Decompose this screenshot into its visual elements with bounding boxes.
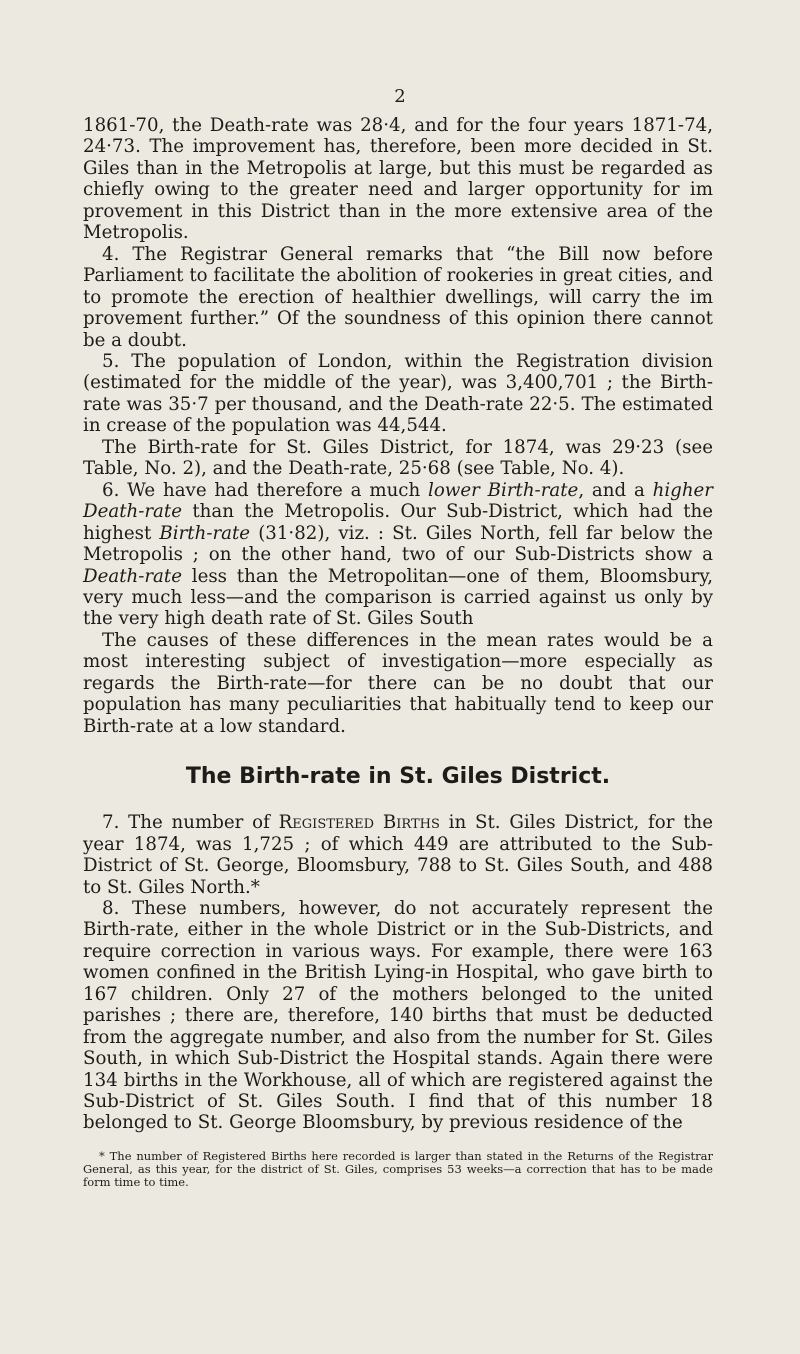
- section-heading: The Birth-rate in St. Giles District.: [185, 764, 611, 790]
- text-run: , and a: [578, 479, 653, 501]
- paragraph-death-rate-comparison: 1861-70, the Death-rate was 28·4, and for the four years 1871-74, 24·73. The improvement has, therefore, been more decided in St. Giles than in the Metropolis at large, but this must be regarded as chiefly owing to the greater need and larger opportunity for im provement in this District than in the more extensive area of the Metropolis.: [83, 115, 713, 244]
- paragraph-7-registered-births: [83, 812, 713, 898]
- page-number: 2: [394, 86, 406, 107]
- paragraph-8-corrections: 8. These numbers, however, do not accurately represent the Birth-rate, either in the whole District or in the Sub-Districts, and require correction in various ways. For example, there were 163 women confined in the British Lying-in Hospital, who gave birth to 167 children. Only 27 of the mothers belonged to the united parishes ; there are, therefore, 140 births that must be deducted from the aggregate number, and also from the number for St. Giles South, in which Sub-District the Hospital stands. Again there were 134 births in the Workhouse, all of which are registered against the Sub-District of St. Giles South. I find that of this number 18 belonged to St. George Bloomsbury, by previous residence of the: [83, 897, 713, 1134]
- emphasis-birth-rate: Birth-rate: [159, 522, 251, 544]
- emphasis-lower-birth-rate: lower Birth-rate: [428, 479, 579, 501]
- text-run: in St. Giles District, for the year 1874, was 1,725 ; of which 449 are attributed to the Sub-District of St. George, Bloomsbury, 788 to St. Giles South, and 488 to St. Giles North.*: [83, 812, 713, 898]
- text-run: less than the Metropolitan—one of them, Bloomsbury, very much less—and the comparison is carried against us only by the very high death rate of St. Giles South: [83, 565, 713, 630]
- text-run: than the Metropolis. Our Sub-District, which had the highest: [83, 501, 713, 544]
- footnote: * The number of Registered Births here recorded is larger than stated in the Returns of the Registrar General, as this year, for the district of St. Giles, comprises 53 weeks—a correction that has to be made form time to time.: [83, 1148, 713, 1189]
- page-body: [83, 115, 713, 1189]
- paragraph-st-giles-rates: The Birth-rate for St. Giles District, for 1874, was 29·23 (see Table, No. 2), and the Death-rate, 25·68 (see Table, No. 4).: [83, 436, 713, 480]
- text-run: 7. The number of: [102, 812, 279, 834]
- emphasis-death-rate: Death-rate: [83, 565, 182, 587]
- emphasis-higher-death-rate: higher Death-rate: [83, 479, 713, 523]
- text-run: (31·82), viz. : St. Giles North, fell far below the Metropolis ; on the other hand, two of our Sub-Districts show a: [83, 522, 714, 566]
- paragraph-4-registrar-remarks: 4. The Registrar General remarks that “the Bill now before Parliament to facilitate the abolition of rookeries in great cities, and to promote the erection of healthier dwellings, will carry the im provement further.” Of the soundness of this opinion there cannot be a doubt.: [83, 243, 713, 351]
- smallcaps-registered-births: Registered Births: [278, 812, 440, 834]
- paragraph-5-london-population: 5. The population of London, within the Registration division (estimated for the middle of the year), was 3,400,701 ; the Birth-rate was 35·7 per thousand, and the Death-rate 22·5. The estimated in crease of the population was 44,544.: [83, 350, 713, 437]
- paragraph-6-comparison: [83, 480, 713, 630]
- text-run: 6. We have had therefore a much: [102, 479, 429, 501]
- paragraph-causes-of-differences: The causes of these differences in the mean rates would be a most interesting subject of investigation—more especially as regards the Birth-rate—for there can be no doubt that our population has many peculiarities that habitually tend to keep our Birth-rate at a low standard.: [83, 629, 713, 737]
